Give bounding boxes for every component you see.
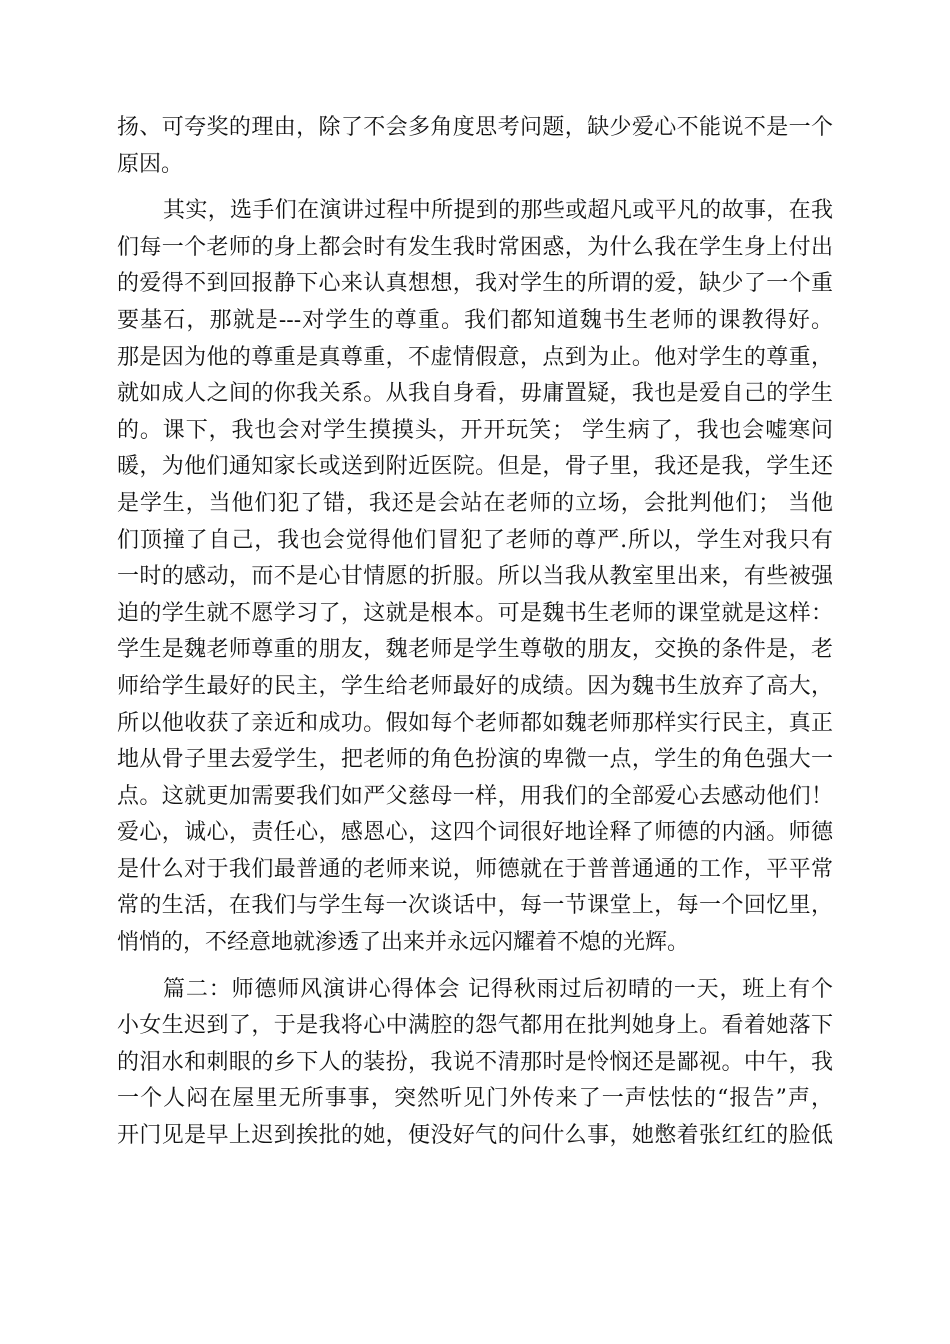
text-line: 们顶撞了自己，我也会觉得他们冒犯了老师的尊严.所以，学生对我只有 [117,527,833,553]
text-line: 一个人闷在屋里无所事事，突然听见门外传来了一声怯怯的“报告”声， [117,1086,833,1112]
text-line: 一时的感动，而不是心甘情愿的折服。所以当我从教室里出来，有些被强 [117,564,833,590]
text-line: 暖，为他们通知家长或送到附近医院。但是，骨子里，我还是我，学生还 [117,454,833,480]
paragraph-1 [117,110,833,183]
document-page [117,110,833,1165]
text-line: 那是因为他的尊重是真尊重，不虚情假意，点到为止。他对学生的尊重， [117,344,833,370]
text-line: 小女生迟到了，于是我将心中满腔的怨气都用在批判她身上。看着她落下 [117,1013,833,1039]
text-line: 扬、可夸奖的理由，除了不会多角度思考问题，缺少爱心不能说不是一个 [117,115,833,140]
text-line: 常的生活，在我们与学生每一次谈话中，每一节课堂上，每一个回忆里， [117,893,833,919]
text-line: 悄悄的，不经意地就渗透了出来并永远闪耀着不熄的光辉。 [117,930,690,956]
text-line: 爱心，诚心，责任心，感恩心，这四个词很好地诠释了师德的内涵。师德 [117,820,833,846]
text-line: 的。课下，我也会对学生摸摸头，开开玩笑； 学生病了，我也会嘘寒问 [117,417,833,443]
text-line: 的泪水和刺眼的乡下人的装扮，我说不清那时是怜悯还是鄙视。中午，我 [117,1049,833,1075]
text-line: 地从骨子里去爱学生，把老师的角色扮演的卑微一点，学生的角色强大一 [117,747,833,773]
paragraph-3 [117,972,833,1155]
text-line: 所以他收获了亲近和成功。假如每个老师都如魏老师那样实行民主，真正 [117,710,833,736]
text-line: 其实，选手们在演讲过程中所提到的那些或超凡或平凡的故事，在我 [163,198,833,224]
text-line: 篇二：师德师风演讲心得体会 记得秋雨过后初晴的一天，班上有个 [163,976,833,1002]
text-line: 是学生，当他们犯了错，我还是会站在老师的立场，会批判他们； 当他 [117,490,833,516]
text-line: 迫的学生就不愿学习了，这就是根本。可是魏书生老师的课堂就是这样： [117,600,833,626]
text-line: 们每一个老师的身上都会时有发生我时常困惑，为什么我在学生身上付出 [117,234,833,260]
text-line: 原因。 [117,151,184,177]
text-line: 点。这就更加需要我们如严父慈母一样，用我们的全部爱心去感动他们！ [117,783,833,809]
text-line: 的爱得不到回报静下心来认真想想，我对学生的所谓的爱，缺少了一个重 [117,271,833,297]
text-line: 就如成人之间的你我关系。从我自身看，毋庸置疑，我也是爱自己的学生 [117,381,833,407]
text-line: 是什么对于我们最普通的老师来说，师德就在于普普通通的工作，平平常 [117,856,833,882]
paragraph-2 [117,193,833,961]
text-line: 开门见是早上迟到挨批的她，便没好气的问什么事，她憋着张红红的脸低 [117,1123,833,1149]
text-line: 学生是魏老师尊重的朋友，魏老师是学生尊敬的朋友，交换的条件是，老 [117,637,833,663]
text-line: 师给学生最好的民主，学生给老师最好的成绩。因为魏书生放弃了高大， [117,673,833,699]
text-line: 要基石，那就是---对学生的尊重。我们都知道魏书生老师的课教得好。 [117,307,833,333]
